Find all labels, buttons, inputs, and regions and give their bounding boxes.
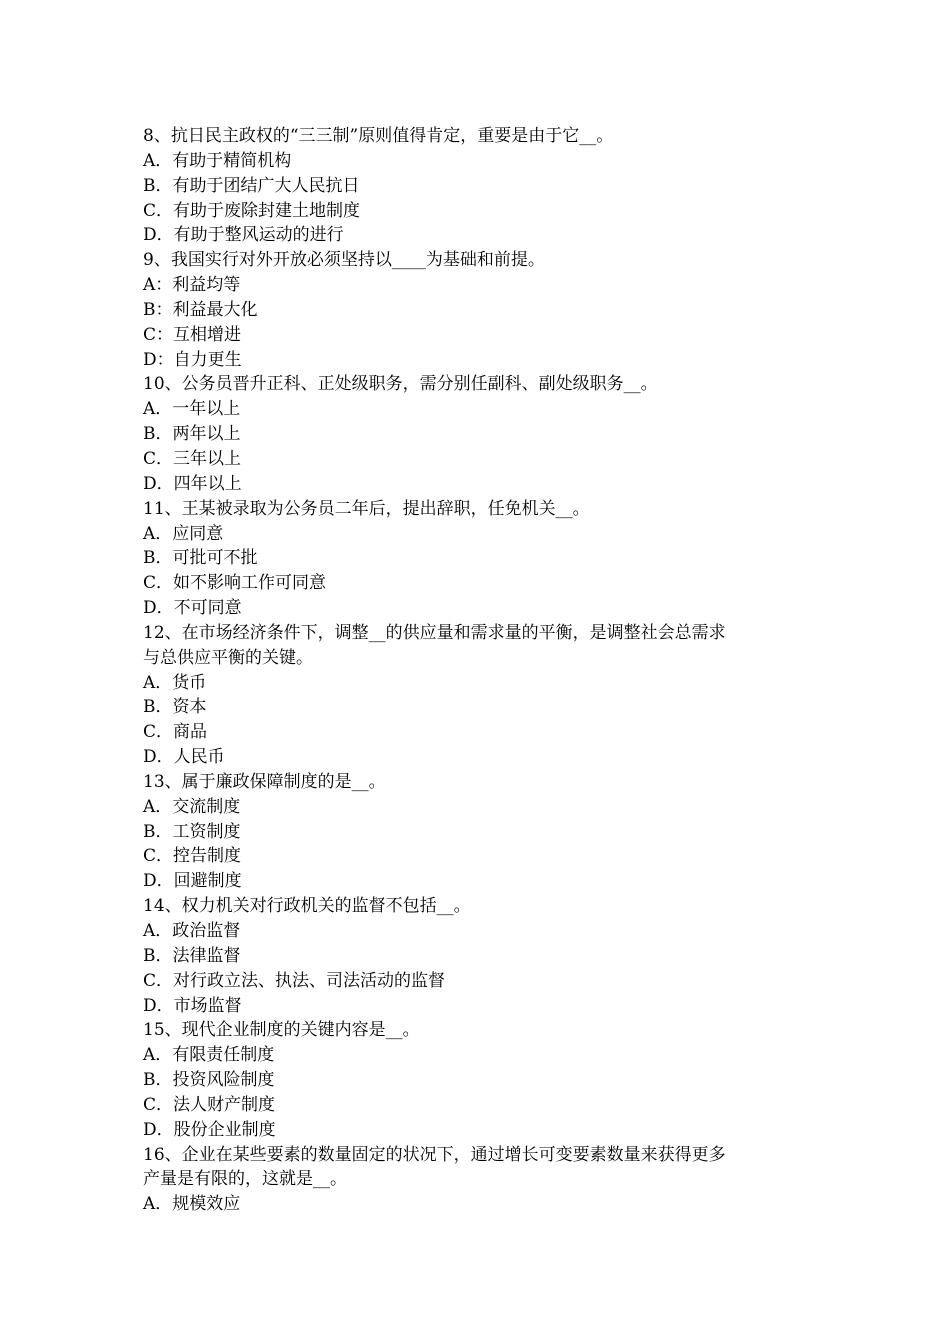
question-list	[143, 124, 815, 1217]
option-16-a: A．规模效应	[143, 1194, 241, 1215]
question-12: 12、在市场经济条件下，调整__的供应量和需求量的平衡，是调整社会总需求	[143, 622, 726, 643]
option-12-c: C．商品	[143, 722, 208, 743]
option-13-b: B．工资制度	[143, 821, 241, 842]
option-9-d: D：自力更生	[143, 349, 242, 370]
question-10: 10、公务员晋升正科、正处级职务，需分别任副科、副处级职务__。	[143, 374, 658, 395]
option-11-c: C．如不影响工作可同意	[143, 573, 327, 594]
question-8: 8、抗日民主政权的“三三制”原则值得肯定，重要是由于它__。	[143, 126, 614, 146]
option-10-d: D．四年以上	[143, 473, 242, 494]
option-13-d: D．回避制度	[143, 871, 242, 892]
option-13-c: C．控告制度	[143, 846, 242, 867]
option-14-b: B．法律监督	[143, 945, 241, 966]
option-15-a: A．有限责任制度	[143, 1045, 275, 1066]
question-12-continued: 与总供应平衡的关键。	[143, 647, 313, 668]
question-13: 13、属于廉政保障制度的是__。	[143, 771, 386, 792]
question-14: 14、权力机关对行政机关的监督不包括__。	[143, 896, 471, 917]
option-10-a: A．一年以上	[143, 399, 241, 420]
question-16-continued: 产量是有限的，这就是__。	[143, 1169, 347, 1190]
option-8-a: A．有助于精简机构	[143, 150, 292, 171]
question-15: 15、现代企业制度的关键内容是__。	[143, 1020, 420, 1041]
option-11-b: B．可批可不批	[143, 548, 258, 569]
option-14-c: C．对行政立法、执法、司法活动的监督	[143, 970, 446, 991]
option-12-b: B．资本	[143, 697, 207, 718]
question-9: 9、我国实行对外开放必须坚持以____为基础和前提。	[143, 250, 545, 271]
option-8-d: D．有助于整风运动的进行	[143, 225, 344, 246]
option-12-a: A．货币	[143, 672, 207, 693]
option-9-c: C：互相增进	[143, 324, 242, 345]
option-10-b: B．两年以上	[143, 424, 241, 445]
option-14-a: A．政治监督	[143, 921, 241, 941]
option-9-b: B：利益最大化	[143, 299, 258, 320]
option-12-d: D．人民币	[143, 747, 225, 768]
option-15-b: B．投资风险制度	[143, 1070, 275, 1091]
option-11-d: D．不可同意	[143, 598, 242, 619]
option-13-a: A．交流制度	[143, 796, 241, 817]
option-8-c: C．有助于废除封建土地制度	[143, 200, 361, 221]
question-16: 16、企业在某些要素的数量固定的状况下，通过增长可变要素数量来获得更多	[143, 1144, 726, 1165]
question-11: 11、王某被录取为公务员二年后，提出辞职，任免机关__。	[143, 498, 590, 519]
option-15-c: C．法人财产制度	[143, 1094, 276, 1115]
option-11-a: A．应同意	[143, 523, 224, 544]
option-14-d: D．市场监督	[143, 995, 242, 1016]
option-15-d: D．股份企业制度	[143, 1119, 276, 1140]
option-9-a: A：利益均等	[143, 275, 241, 296]
option-8-b: B．有助于团结广大人民抗日	[143, 175, 360, 196]
option-10-c: C．三年以上	[143, 448, 242, 469]
